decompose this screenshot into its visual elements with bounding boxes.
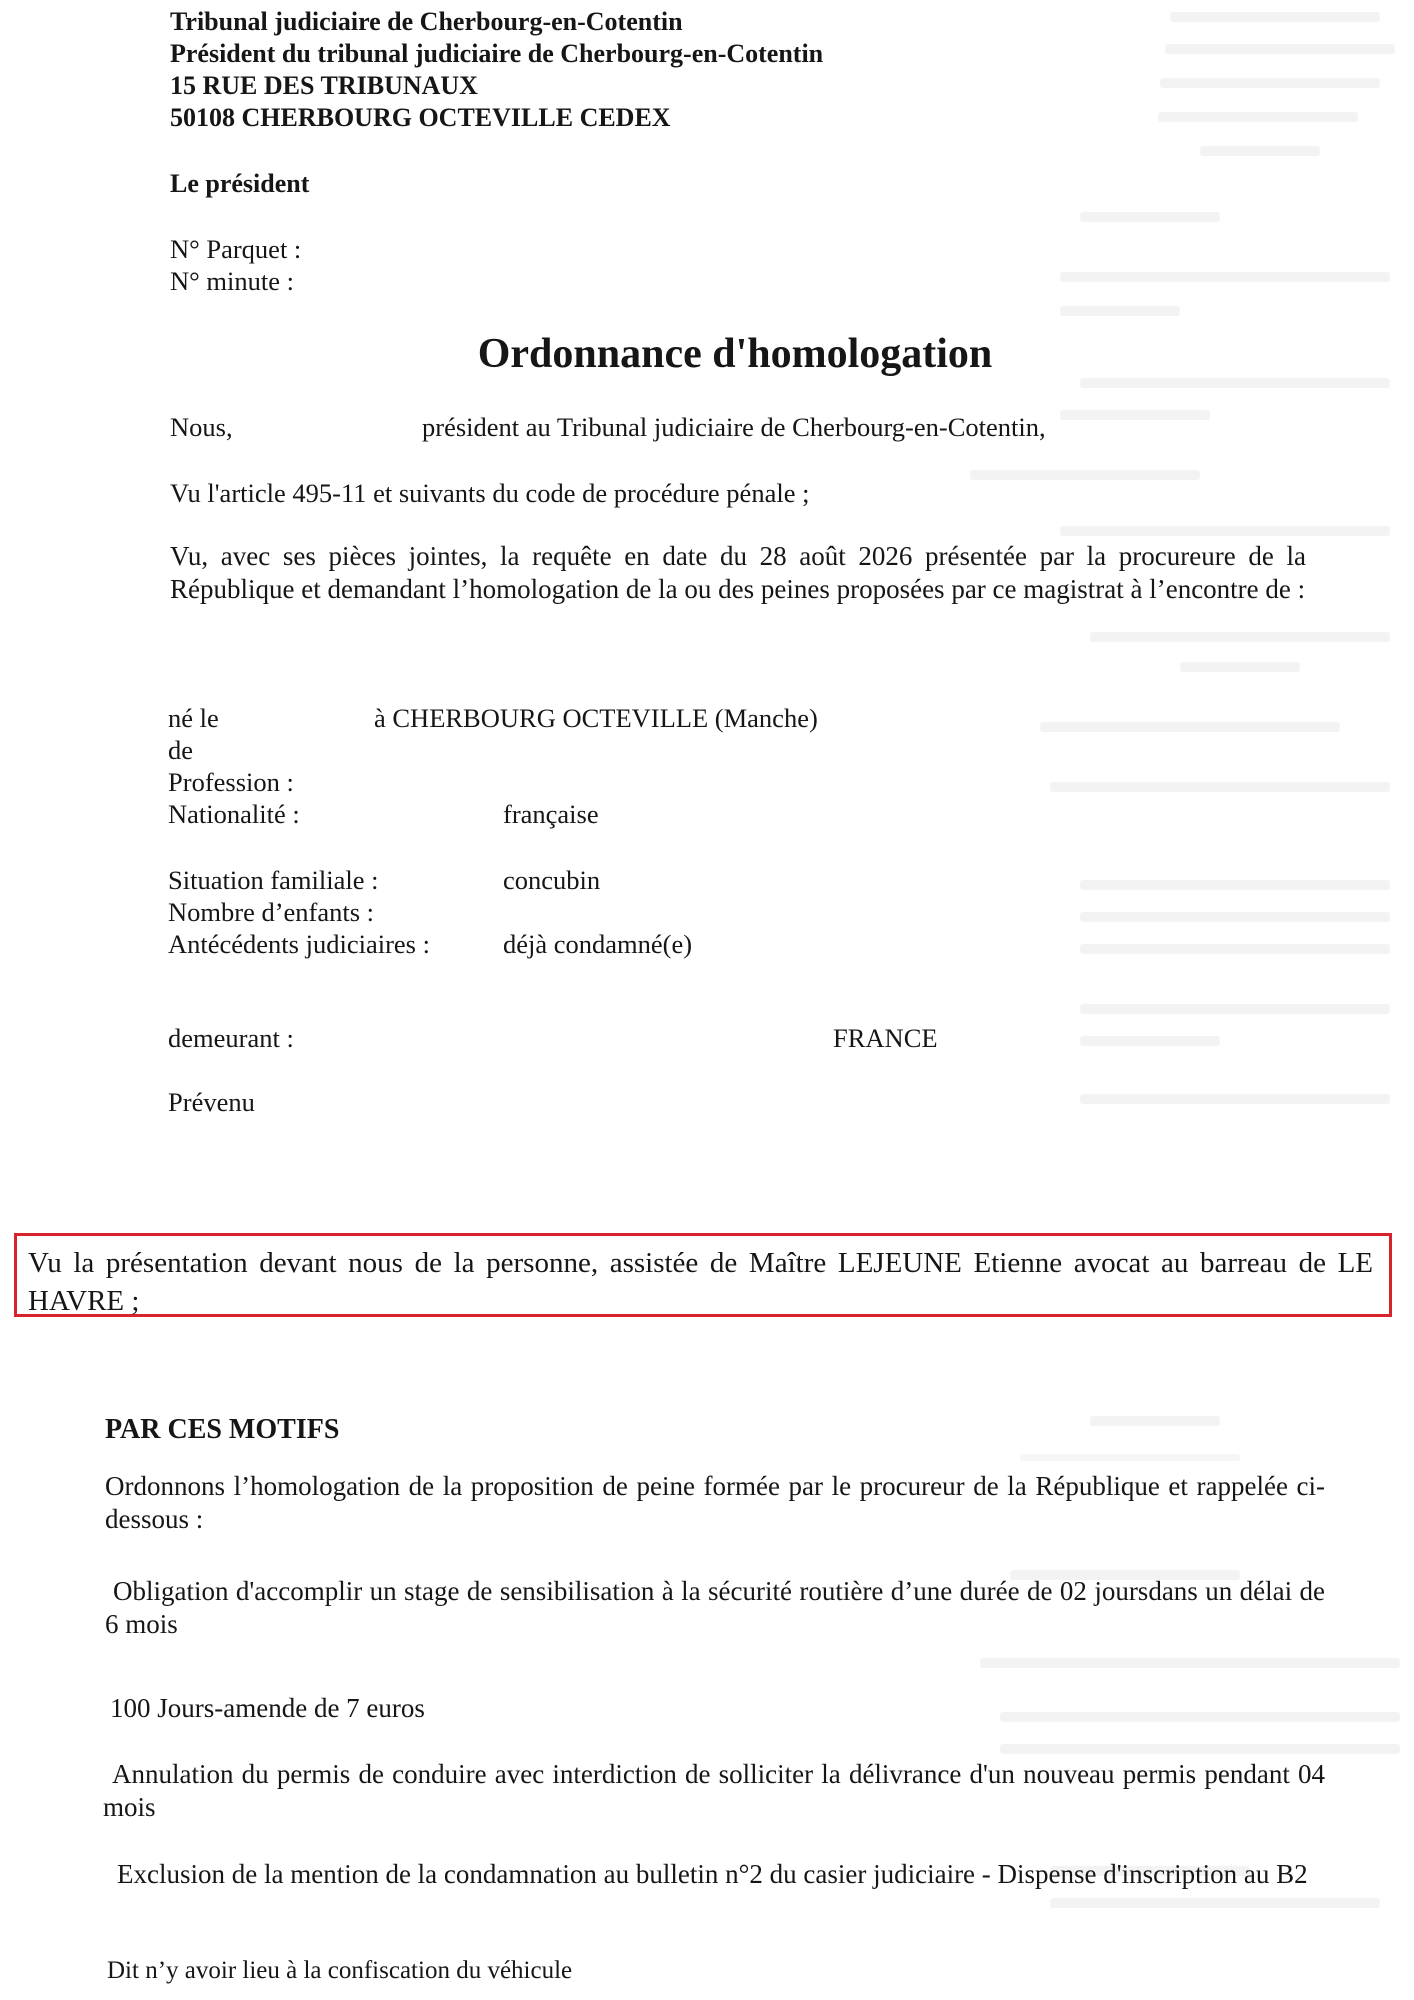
sentence-item: Dit n’y avoir lieu à la confiscation du véhicule <box>107 1957 573 1984</box>
born-label: né le <box>168 703 219 733</box>
presentation-highlight-box <box>14 1233 1392 1317</box>
family-label: Situation familiale : <box>168 865 379 895</box>
sentence-item: Exclusion de la mention de la condamnation au bulletin n°2 du casier judiciaire - Dispense d'inscription au B2 <box>117 1859 1308 1889</box>
homologation-order: Ordonnons l’homologation de la proposition de peine formée par le procureur de la République et rappelée ci-dessous : <box>105 1471 1325 1534</box>
sentence-item: Annulation du permis de conduire avec interdiction de solliciter la délivrance d'un nouveau permis pendant 04 mois <box>103 1759 1325 1822</box>
sentence-item: 100 Jours-amende de 7 euros <box>110 1693 425 1723</box>
vu-requete: Vu, avec ses pièces jointes, la requête en date du 28 août 2026 présentée par la procureure de la République et demandant l’homologation de la ou des peines proposées par ce magistrat à l’encontre de : <box>170 541 1306 604</box>
record-value: déjà condamné(e) <box>503 929 693 959</box>
born-place: à CHERBOURG OCTEVILLE (Manche) <box>374 703 818 733</box>
court-street: 15 RUE DES TRIBUNAUX <box>170 71 478 100</box>
residence-country: FRANCE <box>833 1023 938 1053</box>
defendant-status: Prévenu <box>168 1087 255 1117</box>
vu-article: Vu l'article 495-11 et suivants du code de procédure pénale ; <box>170 478 810 508</box>
presentation-text: Vu la présentation devant nous de la personne, assistée de Maître LEJEUNE Etienne avocat au barreau de LE HAVRE ; <box>28 1247 1373 1317</box>
minute-number-label: N° minute : <box>170 266 294 296</box>
nous-label: Nous, <box>170 412 233 442</box>
profession-label: Profession : <box>168 767 294 797</box>
nationality-label: Nationalité : <box>168 799 300 829</box>
court-name: Tribunal judiciaire de Cherbourg-en-Cotentin <box>170 7 683 36</box>
children-label: Nombre d’enfants : <box>168 897 375 927</box>
motifs-heading: PAR CES MOTIFS <box>105 1414 340 1445</box>
record-label: Antécédents judiciaires : <box>168 929 430 959</box>
court-president-line: Président du tribunal judiciaire de Cherbourg-en-Cotentin <box>170 39 824 68</box>
document-title: Ordonnance d'homologation <box>477 331 993 377</box>
signatory-role: Le président <box>170 169 310 198</box>
nationality-value: française <box>503 799 599 829</box>
nous-text: président au Tribunal judiciaire de Cherbourg-en-Cotentin, <box>422 412 1046 442</box>
family-value: concubin <box>503 865 601 895</box>
court-city: 50108 CHERBOURG OCTEVILLE CEDEX <box>170 103 671 132</box>
parents-label: de <box>168 735 194 765</box>
sentence-item: Obligation d'accomplir un stage de sensibilisation à la sécurité routière d’une durée de 02 joursdans un délai de 6 mois <box>105 1576 1325 1639</box>
parquet-number-label: N° Parquet : <box>170 234 302 264</box>
residence-label: demeurant : <box>168 1023 294 1053</box>
